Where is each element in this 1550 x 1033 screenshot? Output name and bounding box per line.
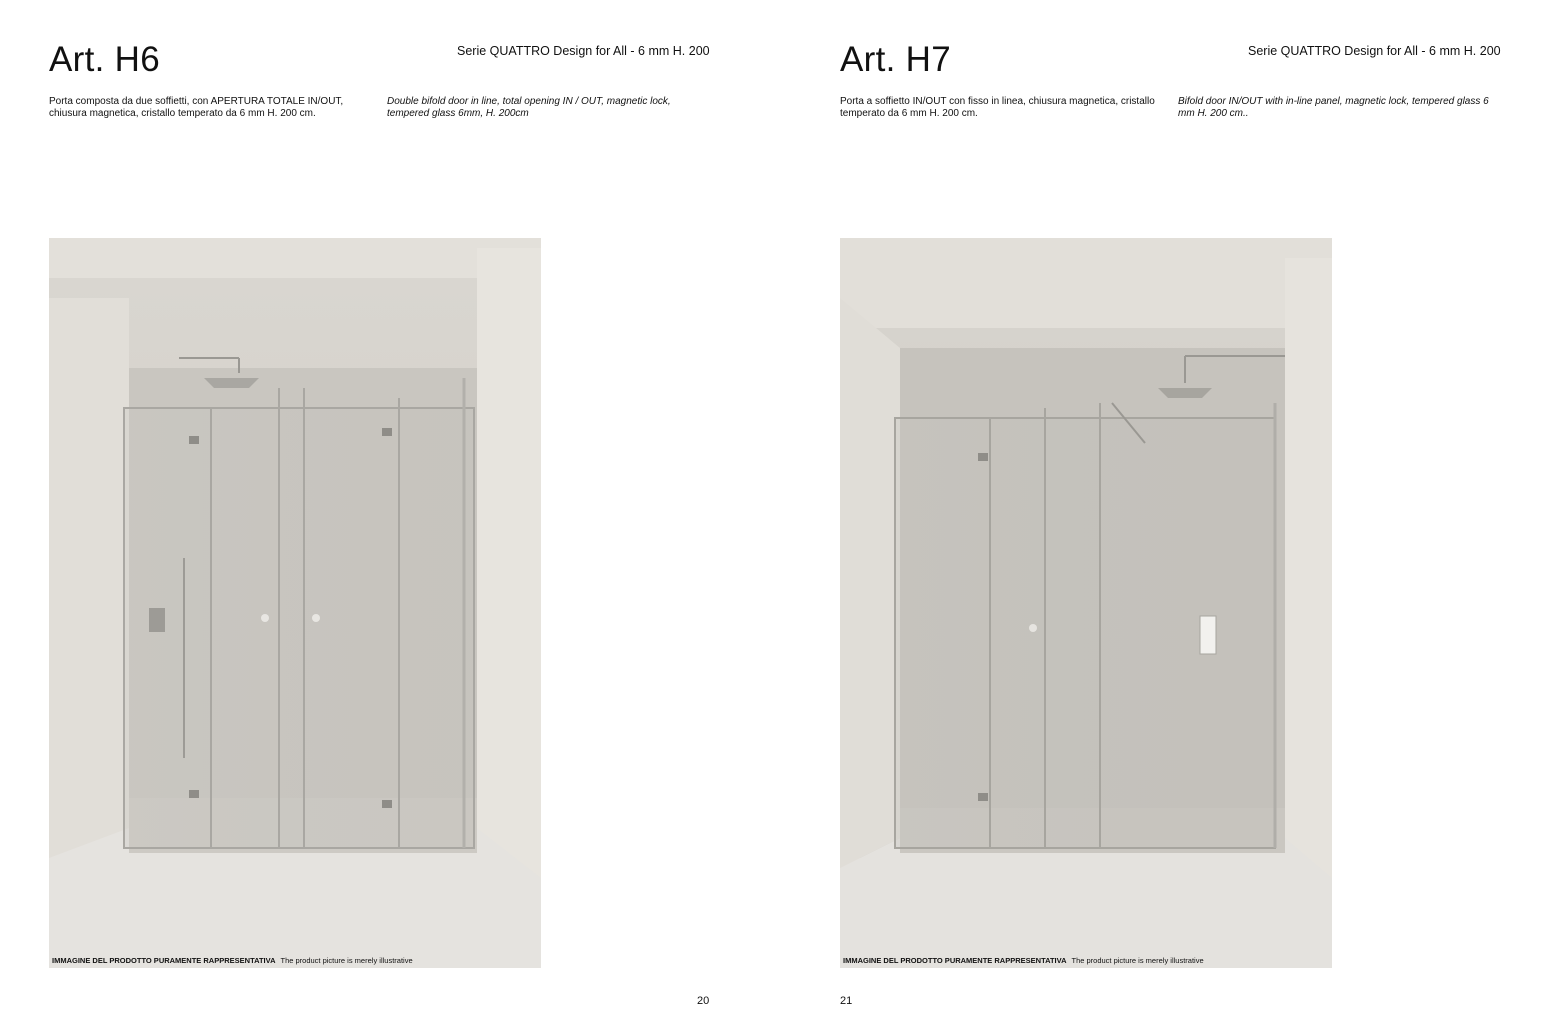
photo-caption [52,956,413,965]
product-title: Art. H7 [840,40,952,79]
shower-illustration-h6 [49,238,541,968]
caption-regular-text: The product picture is merely illustrative [1071,956,1204,965]
product-photo-h7 [840,238,1332,968]
series-label: Serie QUATTRO Design for All - 6 mm H. 200 [1248,44,1501,58]
photo-caption [843,956,1204,965]
page-right [791,0,1550,1033]
description-english: Double bifold door in line, total opening IN / OUT, magnetic lock, tempered glass 6mm, H. 200cm [387,96,671,119]
page-number: 20 [697,995,710,1007]
description-english: Bifold door IN/OUT with in-line panel, magnetic lock, tempered glass 6 mm H. 200 cm.. [1178,96,1489,119]
caption-bold-text: IMMAGINE DEL PRODOTTO PURAMENTE RAPPRESENTATIVA [843,956,1067,965]
caption-bold-text: IMMAGINE DEL PRODOTTO PURAMENTE RAPPRESENTATIVA [52,956,276,965]
description-italian: Porta a soffietto IN/OUT con fisso in linea, chiusura magnetica, cristallo temperato da 6 mm H. 200 cm. [840,96,1155,119]
page-number: 21 [840,995,853,1007]
product-photo-h6 [49,238,541,968]
product-title: Art. H6 [49,40,161,79]
description-italian: Porta composta da due soffietti, con APERTURA TOTALE IN/OUT, chiusura magnetica, cristallo temperato da 6 mm H. 200 cm. [49,96,344,119]
caption-regular-text: The product picture is merely illustrative [280,956,413,965]
shower-illustration-h7 [840,238,1332,968]
series-label: Serie QUATTRO Design for All - 6 mm H. 200 [457,44,710,58]
